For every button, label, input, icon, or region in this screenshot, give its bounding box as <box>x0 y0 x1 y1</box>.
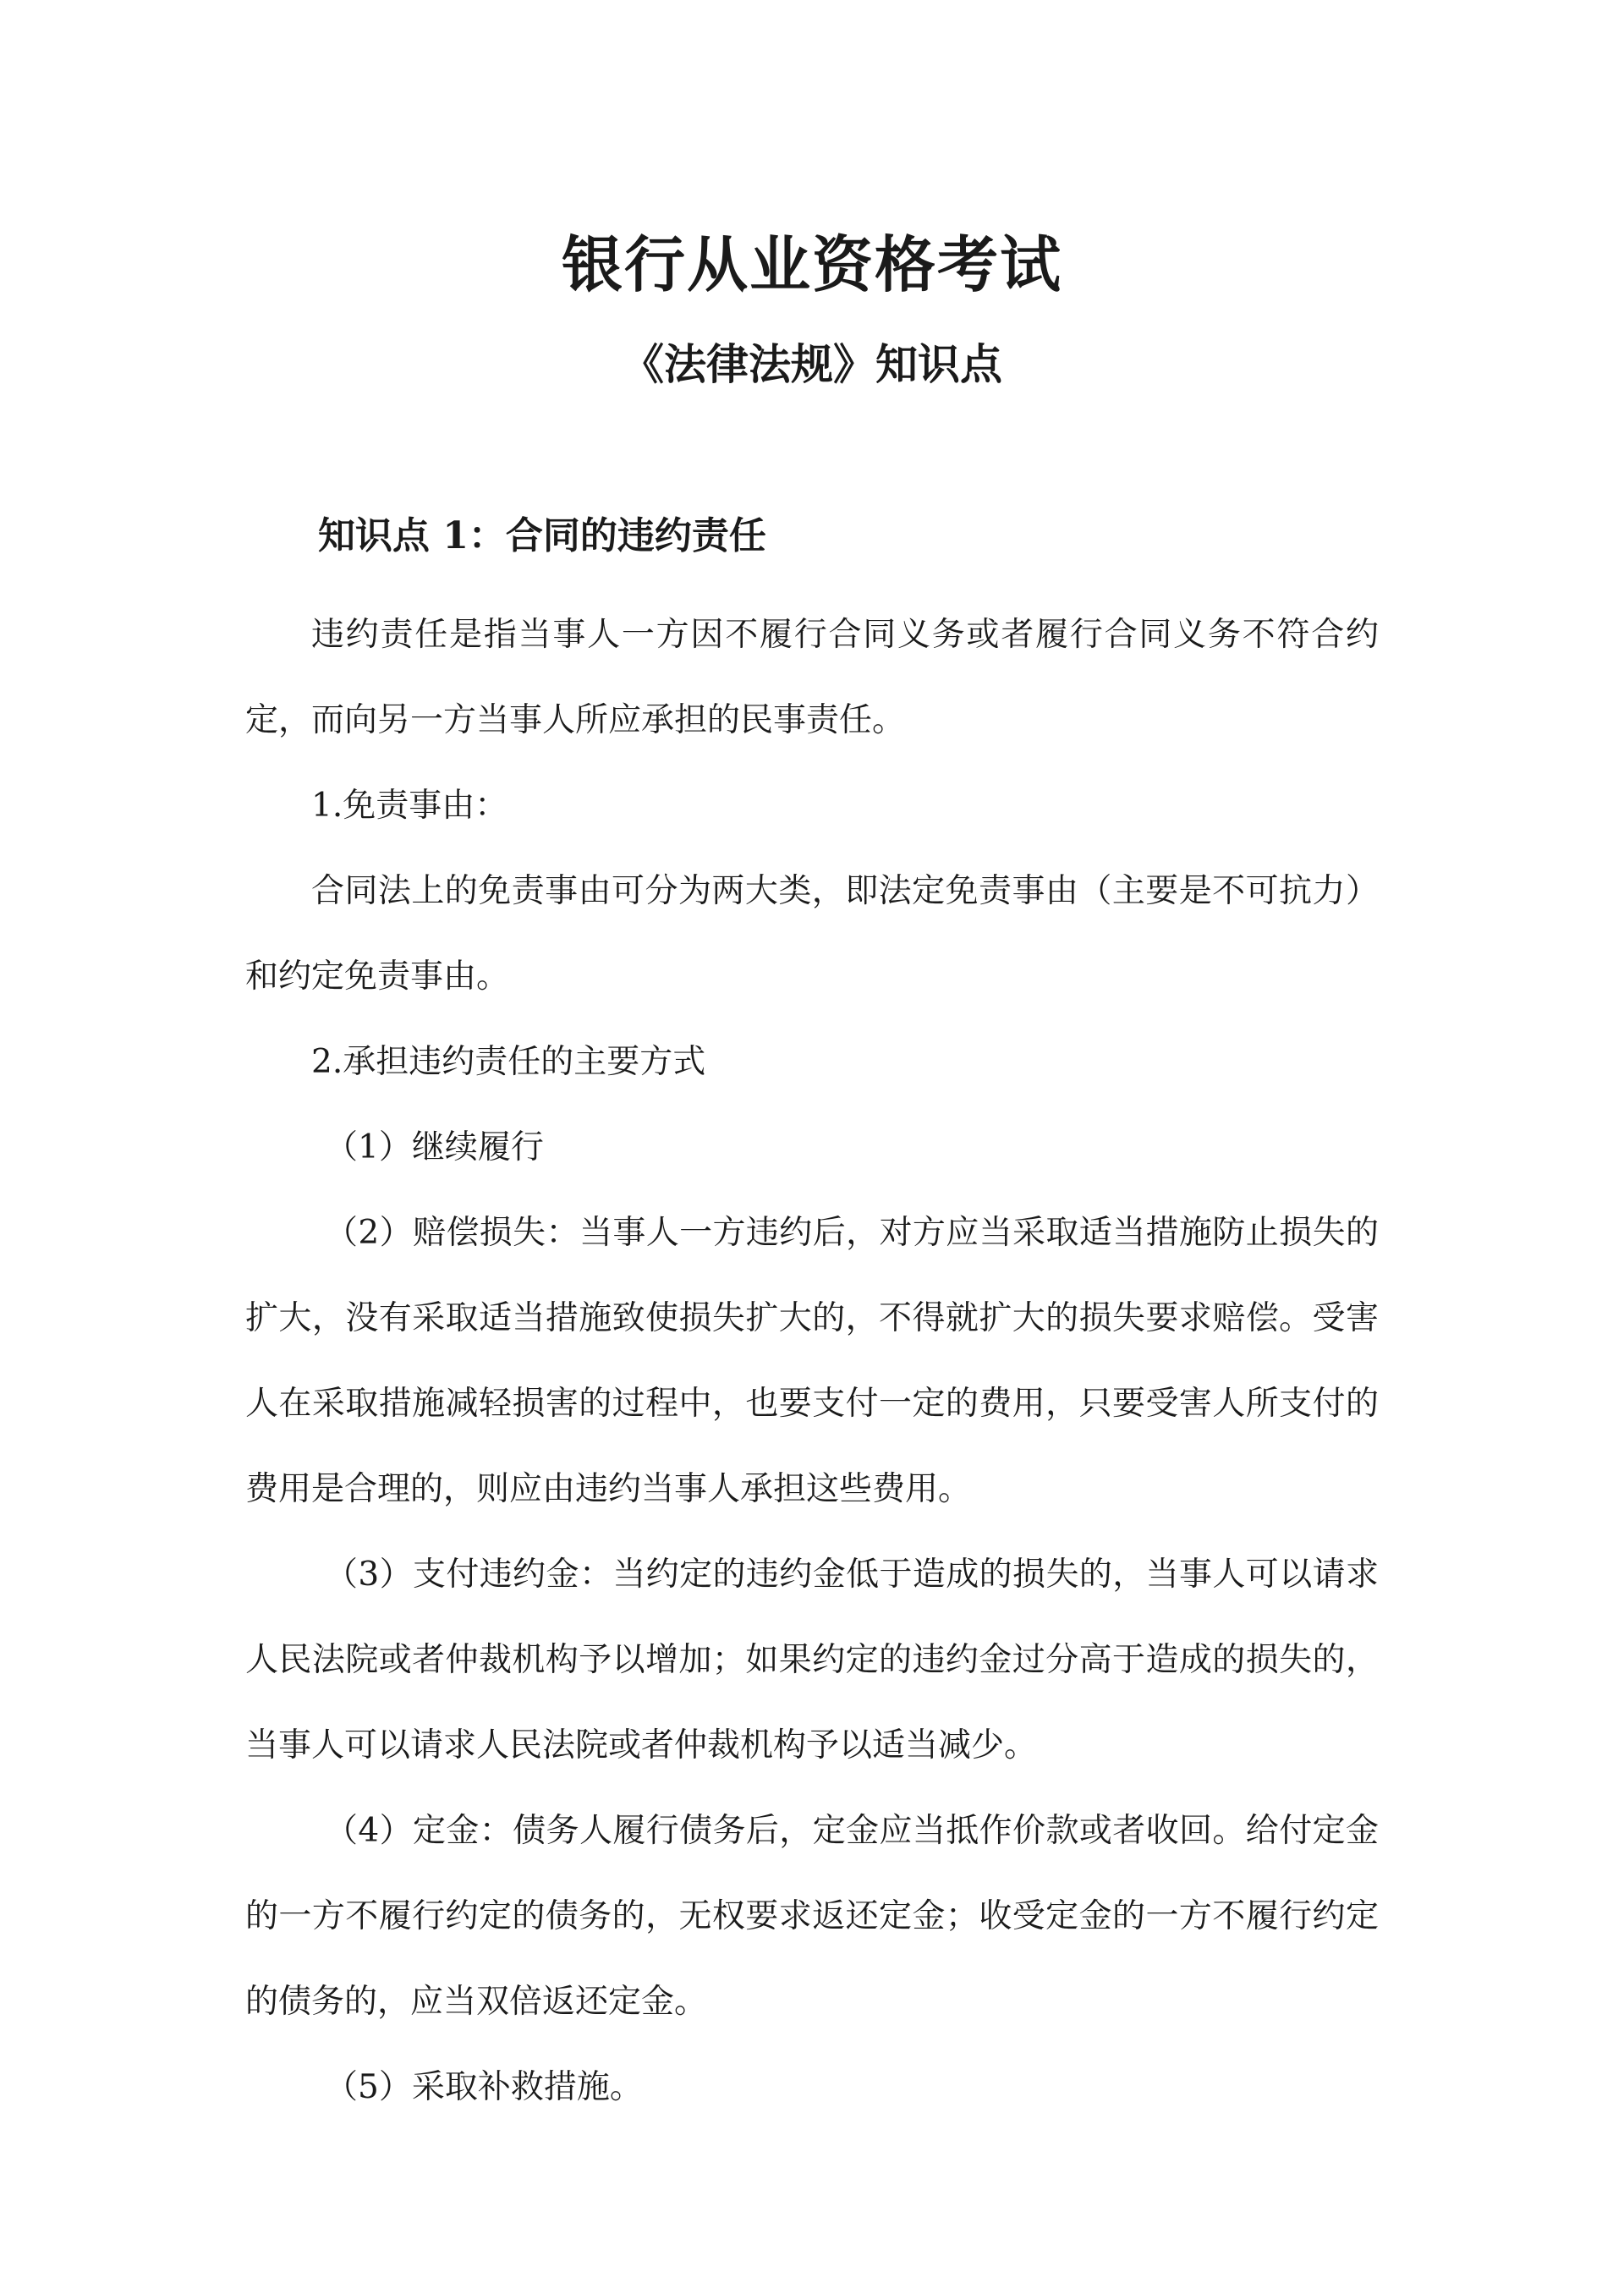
paragraph-item-5: （5）采取补救措施。 <box>325 2068 643 2106</box>
paragraph-definition: 违约责任是指当事人一方因不履行合同义务或者履行合同义务不符合约定，而向另一方当事人所应承担的民事责任。 <box>245 616 1379 739</box>
paragraph-item-3: （3）支付违约金：当约定的违约金低于造成的损失的，当事人可以请求人民法院或者仲裁机构予以增加；如果约定的违约金过分高于造成的损失的，当事人可以请求人民法院或者仲裁机构予以适当减少。 <box>245 1556 1379 1764</box>
paragraph-exemption-body: 合同法上的免责事由可分为两大类，即法定免责事由（主要是不可抗力）和约定免责事由。 <box>245 872 1379 996</box>
paragraph-item-2: （2）赔偿损失：当事人一方违约后，对方应当采取适当措施防止损失的扩大，没有采取适当措施致使损失扩大的，不得就扩大的损失要求赔偿。受害人在采取措施减轻损害的过程中，也要支付一定的费用，只要受害人所支付的费用是合理的，则应由违约当事人承担这些费用。 <box>245 1214 1379 1508</box>
page-subtitle: 《法律法规》知识点 <box>622 339 1002 389</box>
section-heading: 知识点 1：合同的违约责任 <box>318 514 766 557</box>
paragraph-methods-heading: 2.承担违约责任的主要方式 <box>311 1043 706 1081</box>
page-title: 银行从业资格考试 <box>561 228 1062 300</box>
paragraph-item-1: （1）继续履行 <box>325 1128 544 1166</box>
paragraph-exemption-heading: 1.免责事由： <box>311 787 508 825</box>
paragraph-item-4: （4）定金：债务人履行债务后，定金应当抵作价款或者收回。给付定金的一方不履行约定的债务的，无权要求返还定金；收受定金的一方不履行约定的债务的，应当双倍返还定金。 <box>245 1812 1379 2021</box>
document-body <box>245 592 1379 2130</box>
